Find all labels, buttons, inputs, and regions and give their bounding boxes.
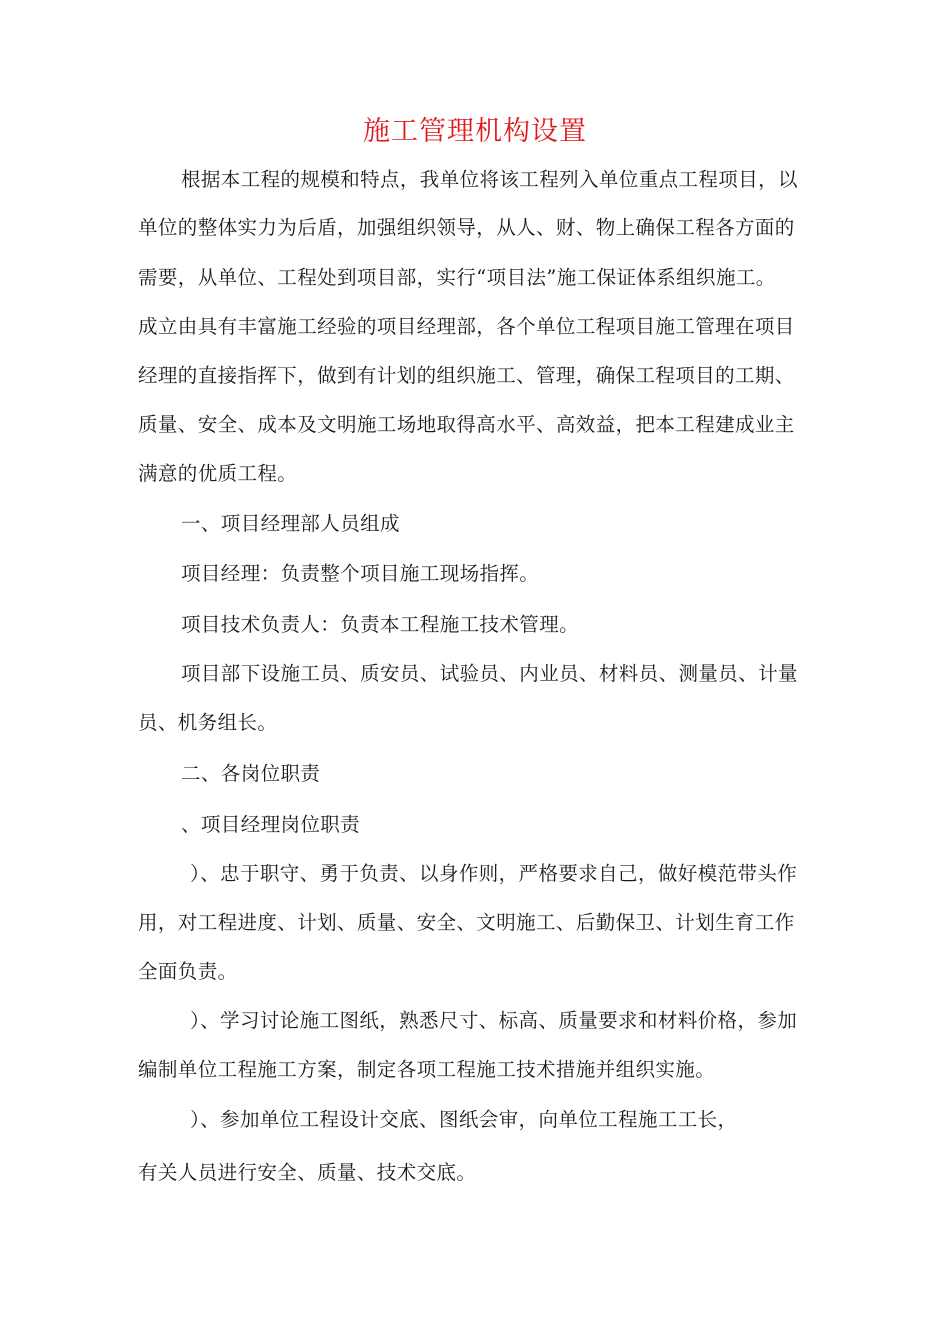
intro-line-5: 经理的直接指挥下，做到有计划的组织施工、管理，确保工程项目的工期、 [138, 364, 795, 387]
subsection-heading: 、项目经理岗位职责 [181, 813, 361, 836]
section1-line-1: 项目经理：负责整个项目施工现场指挥。 [181, 562, 540, 585]
duty2-line-1: ）、学习讨论施工图纸，熟悉尺寸、标高、质量要求和材料价格，参加 [190, 1009, 798, 1032]
section1-line-3: 项目部下设施工员、质安员、试验员、内业员、材料员、测量员、计量 [181, 662, 798, 685]
intro-line-2: 单位的整体实力为后盾，加强组织领导，从人、财、物上确保工程各方面的 [138, 216, 795, 239]
intro-line-1: 根据本工程的规模和特点，我单位将该工程列入单位重点工程项目，以 [181, 168, 798, 191]
section1-line-2: 项目技术负责人：负责本工程施工技术管理。 [181, 613, 580, 636]
section1-line-4: 员、机务组长。 [138, 711, 278, 734]
duty2-line-2: 编制单位工程施工方案，制定各项工程施工技术措施并组织实施。 [138, 1058, 716, 1081]
section2-heading: 二、各岗位职责 [181, 762, 321, 785]
intro-line-6: 质量、安全、成本及文明施工场地取得高水平、高效益，把本工程建成业主 [138, 413, 795, 436]
duty3-line-2: 有关人员进行安全、质量、技术交底。 [138, 1161, 477, 1184]
intro-line-4: 成立由具有丰富施工经验的项目经理部，各个单位工程项目施工管理在项目 [138, 315, 795, 338]
intro-line-7: 满意的优质工程。 [138, 462, 298, 485]
duty1-line-2: 用，对工程进度、计划、质量、安全、文明施工、后勤保卫、计划生育工作 [138, 911, 795, 934]
duty3-line-1: ）、参加单位工程设计交底、图纸会审，向单位工程施工工长， [190, 1108, 738, 1131]
duty1-line-3: 全面负责。 [138, 960, 238, 983]
intro-line-3: 需要，从单位、工程处到项目部，实行“项目法”施工保证体系组织施工。 [138, 266, 776, 289]
document-title: 施工管理机构设置 [363, 116, 587, 147]
section1-heading: 一、项目经理部人员组成 [181, 512, 400, 535]
duty1-line-1: ）、忠于职守、勇于负责、以身作则，严格要求自己，做好模范带头作 [190, 862, 798, 885]
